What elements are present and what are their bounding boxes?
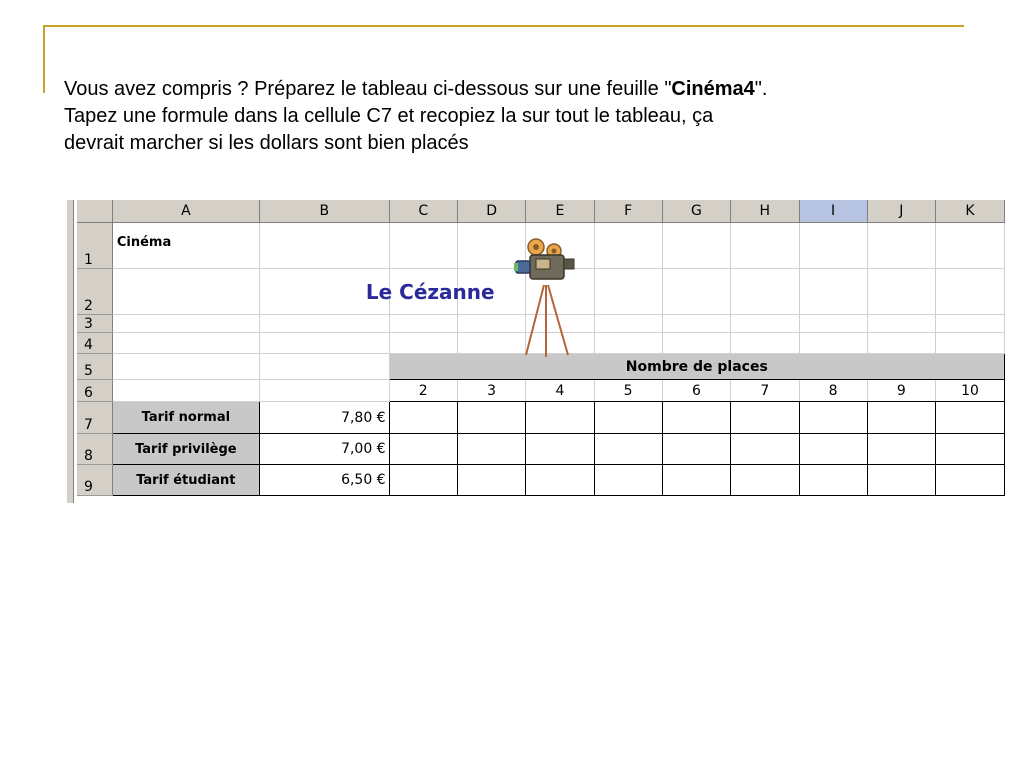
sheet-name-bold: Cinéma4 [671,78,755,100]
cell-g4[interactable] [662,333,730,354]
cell-c8[interactable] [389,434,457,465]
cell-b5[interactable] [259,354,389,380]
cell-i4[interactable] [799,333,867,354]
column-header-f[interactable]: F [594,200,662,223]
instruction-text-part: ". [754,78,768,100]
cell-b2-title[interactable] [259,269,495,315]
cell-i7[interactable] [799,402,867,434]
instruction-line-3: devrait marcher si les dollars sont bien placés [64,132,469,154]
cinema-name-title: Le Cézanne [365,279,495,304]
row-header-2[interactable]: 2 [77,269,112,315]
column-header-row [77,200,1005,223]
tarif-label-cell[interactable]: Tarif étudiant [112,465,259,496]
cell-b1[interactable] [259,223,389,269]
cell-j9[interactable] [867,465,935,496]
cell-a6[interactable] [112,380,259,402]
seat-count-cell[interactable]: 2 [389,380,457,402]
row-header-9[interactable]: 9 [77,465,112,496]
cell-a5[interactable] [112,354,259,380]
cell-c1[interactable] [389,223,457,269]
decorative-left-rule [43,25,45,93]
column-header-k[interactable]: K [935,200,1004,223]
cell-b4[interactable] [259,333,389,354]
instruction-text-part: Vous avez compris ? Préparez le tableau ci-dessous sur une feuille " [64,78,672,100]
row-header-3[interactable]: 3 [77,315,112,333]
cell-i8[interactable] [799,434,867,465]
column-header-h[interactable]: H [731,200,799,223]
cell-f3[interactable] [594,315,662,333]
cell-a2[interactable] [112,269,259,315]
row-header-6[interactable]: 6 [77,380,112,402]
tarif-price-cell[interactable]: 7,80 € [259,402,389,434]
cell-c4[interactable] [389,333,457,354]
cell-g9[interactable] [662,465,730,496]
cell-f2[interactable] [594,269,662,315]
cell-a3[interactable] [112,315,259,333]
seat-count-cell[interactable]: 10 [935,380,1004,402]
cell-b3[interactable] [259,315,389,333]
cell-k2[interactable] [935,269,1004,315]
seat-count-cell[interactable]: 3 [457,380,525,402]
cell-d8[interactable] [457,434,525,465]
tripod-legs [526,285,568,357]
cell-i9[interactable] [799,465,867,496]
column-header-b[interactable]: B [259,200,389,223]
cell-f8[interactable] [594,434,662,465]
cell-c9[interactable] [389,465,457,496]
seat-count-cell[interactable]: 7 [731,380,799,402]
instructions-text [64,76,994,157]
cell-h4[interactable] [731,333,799,354]
sheet-row-7 [77,402,1005,434]
cell-j7[interactable] [867,402,935,434]
cell-a4[interactable] [112,333,259,354]
decorative-top-rule [43,25,964,27]
cell-g3[interactable] [662,315,730,333]
places-header-cell[interactable]: Nombre de places [389,354,1004,380]
column-header-i-selected[interactable]: I [799,200,867,223]
cell-k9[interactable] [935,465,1004,496]
cell-a1[interactable]: Cinéma [112,223,259,269]
column-header-e[interactable]: E [526,200,594,223]
sheet-row-9 [77,465,1005,496]
cell-b6[interactable] [259,380,389,402]
cell-j4[interactable] [867,333,935,354]
tarif-price-cell[interactable]: 6,50 € [259,465,389,496]
column-header-d[interactable]: D [457,200,525,223]
select-all-corner[interactable] [77,200,112,223]
cell-g2[interactable] [662,269,730,315]
tarif-price-cell[interactable]: 7,00 € [259,434,389,465]
cell-e9[interactable] [526,465,594,496]
cell-k1[interactable] [935,223,1004,269]
column-header-c[interactable]: C [389,200,457,223]
cell-i1[interactable] [799,223,867,269]
seat-count-cell[interactable]: 8 [799,380,867,402]
cell-h8[interactable] [731,434,799,465]
cell-h7[interactable] [731,402,799,434]
sheet-row-5 [77,354,1005,380]
cell-h2[interactable] [731,269,799,315]
tarif-label-cell[interactable]: Tarif privilège [112,434,259,465]
cell-h1[interactable] [731,223,799,269]
seat-count-cell[interactable]: 5 [594,380,662,402]
camera-body [514,255,574,279]
cell-k3[interactable] [935,315,1004,333]
cell-f4[interactable] [594,333,662,354]
cell-j3[interactable] [867,315,935,333]
cell-k8[interactable] [935,434,1004,465]
sheet-row-6 [77,380,1005,402]
cell-d9[interactable] [457,465,525,496]
cell-i3[interactable] [799,315,867,333]
row-header-4[interactable]: 4 [77,333,112,354]
cell-e7[interactable] [526,402,594,434]
cell-k4[interactable] [935,333,1004,354]
movie-camera-icon[interactable] [512,237,580,357]
cell-i2[interactable] [799,269,867,315]
tarif-label-cell[interactable]: Tarif normal [112,402,259,434]
cell-k7[interactable] [935,402,1004,434]
cell-c7[interactable] [389,402,457,434]
cell-d7[interactable] [457,402,525,434]
cell-j1[interactable] [867,223,935,269]
instruction-line-1 [64,76,994,103]
row-header-8[interactable]: 8 [77,434,112,465]
cell-g7[interactable] [662,402,730,434]
column-header-g[interactable]: G [662,200,730,223]
column-header-a[interactable]: A [112,200,259,223]
cell-c3[interactable] [389,315,457,333]
seat-count-cell[interactable]: 4 [526,380,594,402]
sheet-left-edge [67,200,74,503]
cell-g1[interactable] [662,223,730,269]
cell-g8[interactable] [662,434,730,465]
seat-count-cell[interactable]: 9 [867,380,935,402]
cell-j8[interactable] [867,434,935,465]
cell-j2[interactable] [867,269,935,315]
cell-f9[interactable] [594,465,662,496]
cell-h9[interactable] [731,465,799,496]
column-header-j[interactable]: J [867,200,935,223]
row-header-5[interactable]: 5 [77,354,112,380]
row-header-7[interactable]: 7 [77,402,112,434]
cell-f1[interactable] [594,223,662,269]
instruction-line-2: Tapez une formule dans la cellule C7 et recopiez la sur tout le tableau, ça [64,105,714,127]
cell-e8[interactable] [526,434,594,465]
cell-f7[interactable] [594,402,662,434]
cell-h3[interactable] [731,315,799,333]
sheet-row-8 [77,434,1005,465]
seat-count-cell[interactable]: 6 [662,380,730,402]
row-header-1[interactable]: 1 [77,223,112,269]
